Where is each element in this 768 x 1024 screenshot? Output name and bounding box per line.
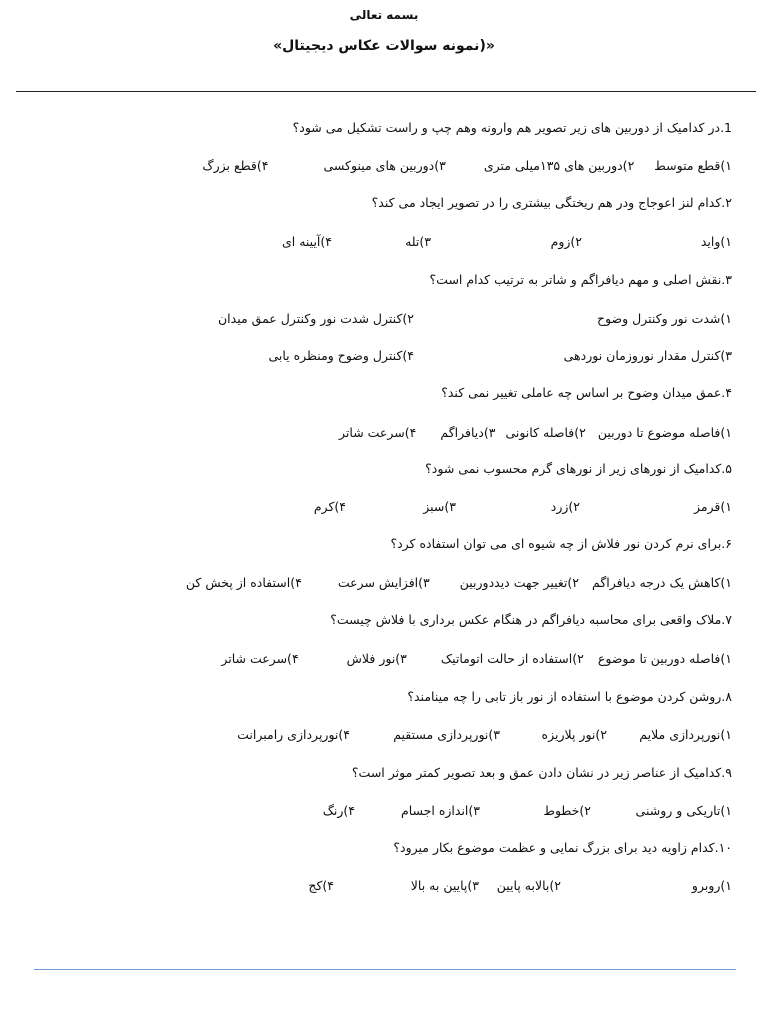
question-4-options: [339, 424, 732, 442]
option: ۴)نورپردازی رامبرانت: [237, 727, 350, 742]
option: ۲)دوربین های ۱۳۵میلی متری: [483, 158, 635, 173]
option: ۴)کج: [308, 878, 334, 893]
option: ۳)اندازه اجسام: [400, 803, 480, 818]
footer-divider: [34, 969, 736, 970]
option: ۱)نورپردازی ملایم: [639, 727, 732, 742]
question-3: ۳.نقش اصلی و مهم دیافراگم و شاتر به ترتیب کدام است؟: [429, 272, 732, 287]
question-6: ۶.برای نرم کردن نور فلاش از چه شیوه ای می توان استفاده کرد؟: [390, 536, 732, 551]
question-6-options: [186, 574, 732, 592]
question-7: ۷.ملاک واقعی برای محاسبه دیافراگم در هنگام عکس برداری با فلاش چیست؟: [330, 612, 732, 627]
option: ۴)قطع بزرگ: [202, 158, 269, 173]
option: ۴)استفاده از پخش کن: [185, 575, 302, 590]
option: ۲)خطوط: [543, 803, 591, 818]
option: ۲)فاصله کانونی: [505, 425, 586, 440]
option: ۱)قطع متوسط: [654, 158, 732, 173]
option: ۴)رنگ: [322, 803, 355, 818]
option: ۴)کنترل وضوح ومنظره یابی: [268, 348, 414, 363]
question-8-options: [237, 726, 732, 744]
question-10: ۱۰.کدام زاویه دید برای بزرگ نمایی و عظمت موضوع بکار میرود؟: [393, 840, 732, 855]
option: ۳)کنترل مقدار نوروزمان نوردهی: [563, 348, 732, 363]
header-divider: [16, 91, 756, 92]
option: ۱)فاصله موضوع تا دوربین: [597, 425, 732, 440]
option: ۱)شدت نور وکنترل وضوح: [597, 311, 732, 326]
page-title: «نمونه سوالات عکاس دیجیتال)»: [273, 38, 495, 54]
option: ۲)زوم: [550, 234, 582, 249]
question-5: ۵.کدامیک از نورهای زیر از نورهای گرم محسوب نمی شود؟: [425, 461, 732, 476]
question-2: ۲.کدام لنز اعوجاج ودر هم ریختگی بیشتری را در تصویر ایجاد می کند؟: [371, 195, 732, 210]
option: ۴)سرعت شاتر: [221, 651, 299, 666]
option: ۴)آیینه ای: [281, 234, 332, 249]
option: ۱)کاهش یک درجه دیافراگم: [592, 575, 732, 590]
option: ۳)پایین به بالا: [410, 878, 479, 893]
option: ۳)سبز: [423, 499, 456, 514]
option: ۱)واید: [700, 234, 732, 249]
option: ۳)تله: [405, 234, 431, 249]
question-5-options: [314, 498, 732, 516]
option: ۲)نور پلاریزه: [541, 727, 607, 742]
option: ۱)روبرو: [691, 878, 732, 893]
question-9-options: [323, 802, 732, 820]
option: ۴)سرعت شاتر: [339, 425, 417, 440]
option: ۲)بالابه پایین: [496, 878, 561, 893]
option: ۳)نورپردازی مستقیم: [393, 727, 500, 742]
question-1: 1.در کدامیک از دوربین های زیر تصویر هم وارونه وهم چپ و راست تشکیل می شود؟: [292, 120, 732, 135]
question-3-options-row1: [218, 310, 732, 328]
question-4: ۴.عمق میدان وضوح بر اساس چه عاملی تغییر نمی کند؟: [441, 385, 732, 400]
question-1-options: [202, 157, 732, 175]
question-9: ۹.کدامیک از عناصر زیر در نشان دادن عمق و بعد تصویر کمتر موثر است؟: [351, 765, 732, 780]
question-7-options: [221, 650, 732, 668]
option: ۳)افزایش سرعت: [337, 575, 430, 590]
option: ۱)تاریکی و روشنی: [635, 803, 732, 818]
option: ۳)نور فلاش: [346, 651, 407, 666]
option: ۱)فاصله دوربین تا موضوع: [597, 651, 732, 666]
option: ۳)دوربین های مینوکسی: [323, 158, 446, 173]
option: ۲)استفاده از حالت اتوماتیک: [440, 651, 584, 666]
option: ۱)قرمز: [693, 499, 732, 514]
option: ۳)دیافراگم: [440, 425, 496, 440]
question-10-options: [308, 877, 732, 895]
bismillah-heading: بسمه تعالی: [349, 8, 419, 22]
option: ۲)تغییر جهت دیددوربین: [459, 575, 580, 590]
question-8: ۸.روشن کردن موضوع با استفاده از نور باز تابی را چه مینامند؟: [407, 689, 732, 704]
option: ۲)کنترل شدت نور وکنترل عمق میدان: [217, 311, 414, 326]
question-3-options-row2: [268, 347, 732, 365]
question-2-options: [282, 233, 732, 251]
option: ۴)کرم: [313, 499, 346, 514]
option: ۲)زرد: [550, 499, 580, 514]
